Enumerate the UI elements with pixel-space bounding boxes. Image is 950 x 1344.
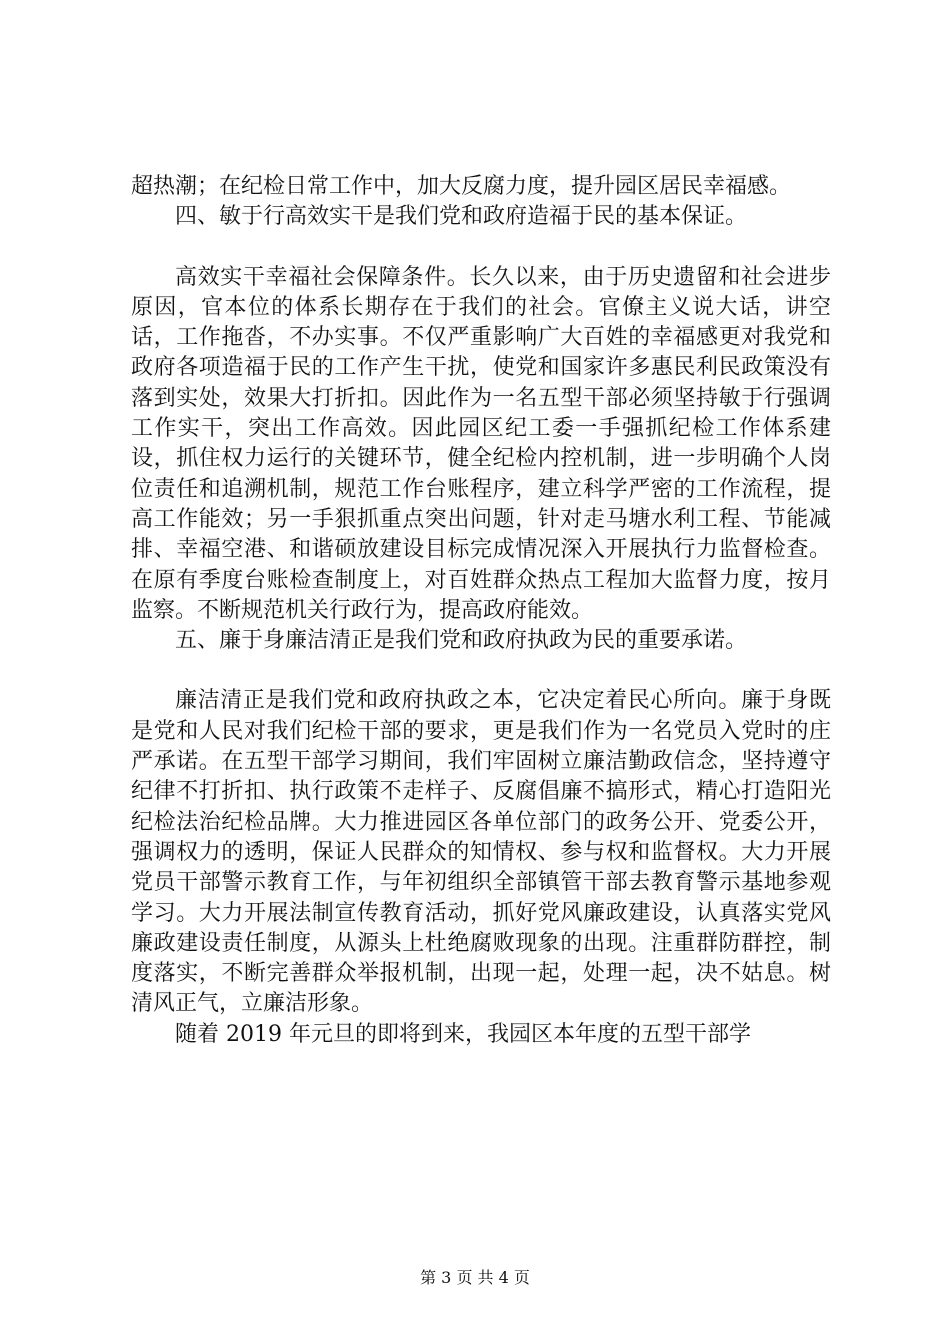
paragraph-gap <box>131 233 831 263</box>
page-number: 第 3 页 共 4 页 <box>420 1268 530 1287</box>
paragraph-efficiency: 高效实干幸福社会保障条件。长久以来，由于历史遗留和社会进步原因，官本位的体系长期存在于我们的社会。官僚主义说大话，讲空话，工作拖沓，不办实事。不仅严重影响广大百姓的幸福感更对我党和政府各项造福于民的工作产生干扰，使党和国家许多惠民利民政策没有落到实处，效果大打折扣。因此作为一名五型干部必须坚持敏于行强调工作实干，突出工作高效。因此园区纪工委一手强抓纪检工作体系建设，抓住权力运行的关键环节，健全纪检内控机制，进一步明确个人岗位责任和追溯机制，规范工作台账程序，建立科学严密的工作流程，提高工作能效；另一手狠抓重点突出问题，针对走马塘水利工程、节能减排、幸福空港、和谐硕放建设目标完成情况深入开展执行力监督检查。在原有季度台账检查制度上，对百姓群众热点工程加大监督力度，按月监察。不断规范机关行政行为，提高政府能效。 <box>131 264 831 623</box>
paragraph-integrity: 廉洁清正是我们党和政府执政之本，它决定着民心所向。廉于身既是党和人民对我们纪检干部的要求，更是我们作为一名党员入党时的庄严承诺。在五型干部学习期间，我们牢固树立廉洁勤政信念，坚持遵守纪律不打折扣、执行政策不走样子、反腐倡廉不搞形式，精心打造阳光纪检法治纪检品牌。大力推进园区各单位部门的政务公开、党委公开，强调权力的透明，保证人民群众的知情权、参与权和监督权。大力开展党员干部警示教育工作，与年初组织全部镇管干部去教育警示基地参观学习。大力开展法制宣传教育活动，抓好党风廉政建设，认真落实党风廉政建设责任制度，从源头上杜绝腐败现象的出现。注重群防群控，制度落实，不断完善群众举报机制，出现一起，处理一起，决不姑息。树清风正气，立廉洁形象。 <box>131 688 831 1017</box>
section-heading-4: 四、敏于行高效实干是我们党和政府造福于民的基本保证。 <box>175 204 748 230</box>
page-footer <box>0 1268 950 1288</box>
document-body <box>131 172 831 1050</box>
section-heading-5: 五、廉于身廉洁清正是我们党和政府执政为民的重要承诺。 <box>175 628 748 654</box>
paragraph-gap <box>131 656 831 686</box>
paragraph-continuation: 超热潮；在纪检日常工作中，加大反腐力度，提升园区居民幸福感。 <box>131 174 792 199</box>
paragraph-new-year: 随着 2019 年元旦的即将到来，我园区本年度的五型干部学 <box>175 1021 751 1047</box>
